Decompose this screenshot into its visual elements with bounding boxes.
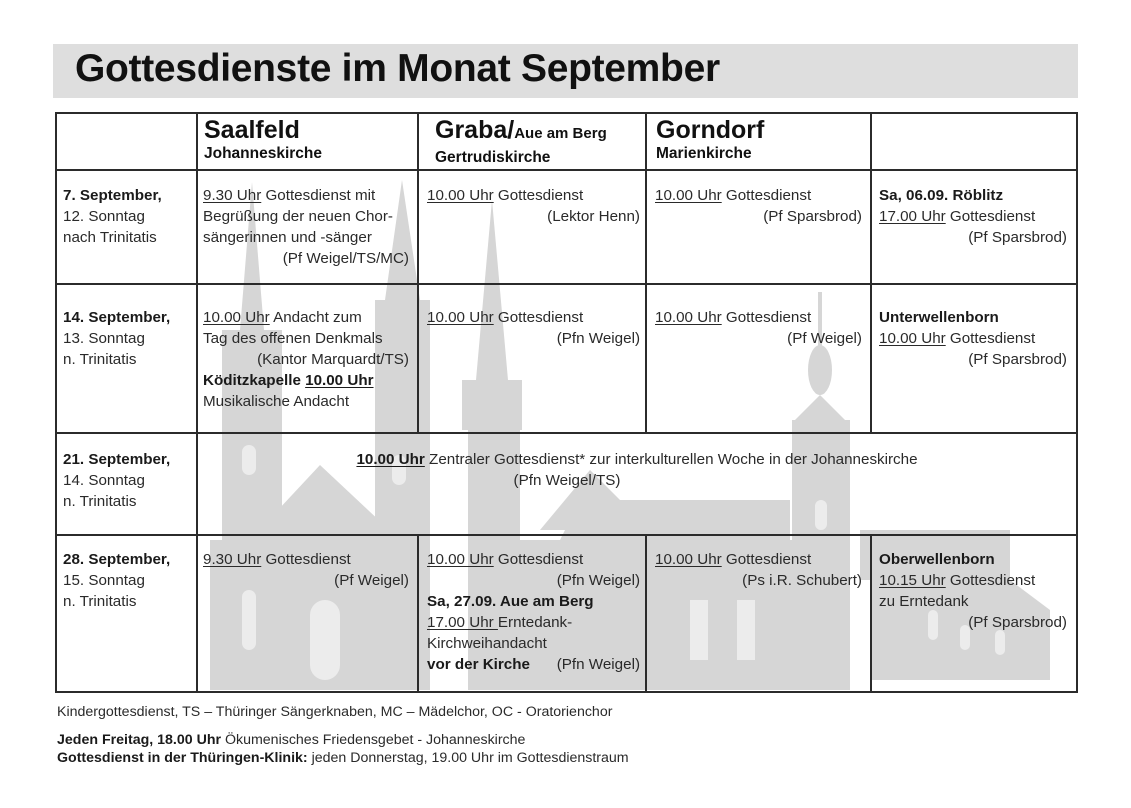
officiant: (Pf Sparsbrod) [968, 614, 1067, 631]
date: 14. September, [63, 309, 171, 326]
col-divider [55, 112, 57, 693]
officiant: (Pfn Weigel) [556, 572, 640, 589]
friday-prayer-label: Jeden Freitag, 18.00 Uhr [57, 732, 222, 748]
clinic-service-note [57, 750, 629, 766]
service-text: Gottesdienst [721, 309, 812, 326]
col-divider [196, 112, 198, 693]
service-text: Gottesdienst mit [261, 187, 376, 204]
officiant: (Pfn Weigel) [556, 330, 640, 347]
sunday: 12. Sonntag [63, 208, 145, 225]
service-text: Erntedank- [497, 614, 573, 631]
service-cell-gorndorf [655, 185, 862, 227]
service-text-line: Begrüßung der neuen Chor- [203, 208, 393, 225]
sunday-subtitle: n. Trinitatis [63, 351, 137, 368]
service-cell-gorndorf [655, 307, 862, 349]
row-divider [55, 534, 1078, 536]
row-divider [55, 432, 1078, 434]
service-place: Sa, 06.09. Röblitz [879, 187, 1004, 204]
service-time: 10.00 Uhr [427, 551, 494, 568]
service-place: Köditzkapelle [203, 372, 306, 389]
page-title: Gottesdienste im Monat September [75, 47, 720, 90]
service-text-line: Musikalische Andacht [203, 393, 350, 410]
officiant: (Pf Weigel/TS/MC) [282, 250, 409, 267]
service-time: 10.00 Uhr [305, 372, 374, 389]
officiant: (Pf Sparsbrod) [968, 351, 1067, 368]
sunday-subtitle: nach Trinitatis [63, 229, 157, 246]
service-text: Gottesdienst [493, 187, 584, 204]
service-time: 10.00 Uhr [879, 330, 946, 347]
city-name: Graba/ [435, 116, 515, 144]
service-text: Gottesdienst [945, 208, 1036, 225]
service-time: 10.00 Uhr [655, 187, 722, 204]
service-text: Gottesdienst [493, 309, 584, 326]
service-text: Gottesdienst [721, 551, 812, 568]
col-divider [870, 112, 872, 433]
sunday-subtitle: n. Trinitatis [63, 593, 137, 610]
table-border-bottom [55, 691, 1078, 693]
officiant: (Pf Weigel) [334, 572, 409, 589]
service-text: Gottesdienst [721, 187, 812, 204]
officiant: (Ps i.R. Schubert) [742, 572, 862, 589]
service-cell-saalfeld [203, 549, 409, 591]
service-text-line: Kirchweihandacht [427, 635, 547, 652]
officiant: (Pf Sparsbrod) [763, 208, 862, 225]
column-header-gorndorf [656, 116, 764, 163]
officiant: (Pfn Weigel) [556, 656, 640, 673]
friday-prayer-text: Ökumenisches Friedensgebet - Johanneskirche [221, 732, 526, 748]
officiant: (Pfn Weigel/TS) [513, 472, 621, 489]
service-text: Gottesdienst [945, 572, 1036, 589]
col-divider [417, 534, 419, 693]
service-text: Zentraler Gottesdienst* zur interkulturellen Woche in der Johanneskirche [424, 451, 918, 468]
row-divider [55, 169, 1078, 171]
officiant: (Pf Weigel) [787, 330, 862, 347]
date: 28. September, [63, 551, 171, 568]
officiant: (Lektor Henn) [547, 208, 640, 225]
sunday: 13. Sonntag [63, 330, 145, 347]
column-header-graba [435, 116, 607, 167]
date-cell [63, 549, 170, 612]
central-service-cell [198, 449, 1076, 491]
column-header-saalfeld [204, 116, 322, 163]
date: 21. September, [63, 451, 171, 468]
officiant: (Pf Sparsbrod) [968, 229, 1067, 246]
sunday: 14. Sonntag [63, 472, 145, 489]
service-time: 10.00 Uhr [356, 451, 425, 468]
service-time: 10.00 Uhr [427, 309, 494, 326]
service-text: Gottesdienst [945, 330, 1036, 347]
service-cell-gorndorf [655, 549, 862, 591]
service-time: 17.00 Uhr [879, 208, 946, 225]
service-place: Oberwellenborn [879, 551, 995, 568]
service-cell-other [879, 549, 1067, 633]
service-time: 9.30 Uhr [203, 187, 262, 204]
city-suffix: Aue am Berg [514, 125, 607, 142]
sunday-subtitle: n. Trinitatis [63, 493, 137, 510]
service-text-line: Tag des offenen Denkmals [203, 330, 383, 347]
col-divider [645, 534, 647, 693]
table-border-right [1076, 112, 1078, 693]
service-location-note: vor der Kirche [427, 656, 530, 673]
clinic-service-label: Gottesdienst in der Thüringen-Klinik: [57, 750, 308, 766]
service-text-line: sängerinnen und -sänger [203, 229, 372, 246]
city-name: Saalfeld [204, 116, 300, 144]
col-divider [645, 112, 647, 433]
friday-prayer-note [57, 732, 525, 748]
service-cell-other [879, 185, 1067, 248]
service-text: Andacht zum [269, 309, 362, 326]
service-time: 9.30 Uhr [203, 551, 262, 568]
service-time: 10.00 Uhr [427, 187, 494, 204]
service-place: Sa, 27.09. Aue am Berg [427, 593, 594, 610]
date: 7. September, [63, 187, 162, 204]
legend-note: Kindergottesdienst, TS – Thüringer Sängerknaben, MC – Mädelchor, OC - Oratorienchor [57, 704, 613, 720]
service-time: 10.00 Uhr [655, 551, 722, 568]
col-divider [417, 112, 419, 433]
date-cell [63, 449, 170, 512]
clinic-service-text: jeden Donnerstag, 19.00 Uhr im Gottesdienstraum [307, 750, 629, 766]
church-name: Johanneskirche [204, 145, 323, 162]
date-cell [63, 185, 162, 248]
service-time: 10.00 Uhr [655, 309, 722, 326]
officiant: (Kantor Marquardt/TS) [257, 351, 409, 368]
service-place: Unterwellenborn [879, 309, 999, 326]
service-cell-saalfeld [203, 307, 409, 412]
service-text: Gottesdienst [261, 551, 351, 568]
service-text-line: zu Erntedank [879, 593, 969, 610]
table-border-top [55, 112, 1078, 114]
row-divider [55, 283, 1078, 285]
service-cell-saalfeld [203, 185, 409, 269]
service-cell-graba [427, 549, 640, 675]
service-cell-other [879, 307, 1067, 370]
service-cell-graba [427, 185, 640, 227]
date-cell [63, 307, 170, 370]
church-name: Gertrudiskirche [435, 149, 551, 166]
service-time: 10.15 Uhr [879, 572, 946, 589]
service-time: 17.00 Uhr [427, 614, 498, 631]
city-name: Gorndorf [656, 116, 765, 144]
service-cell-graba [427, 307, 640, 349]
col-divider [870, 534, 872, 693]
service-time: 10.00 Uhr [203, 309, 270, 326]
service-text: Gottesdienst [493, 551, 584, 568]
church-name: Marienkirche [656, 145, 752, 162]
sunday: 15. Sonntag [63, 572, 145, 589]
